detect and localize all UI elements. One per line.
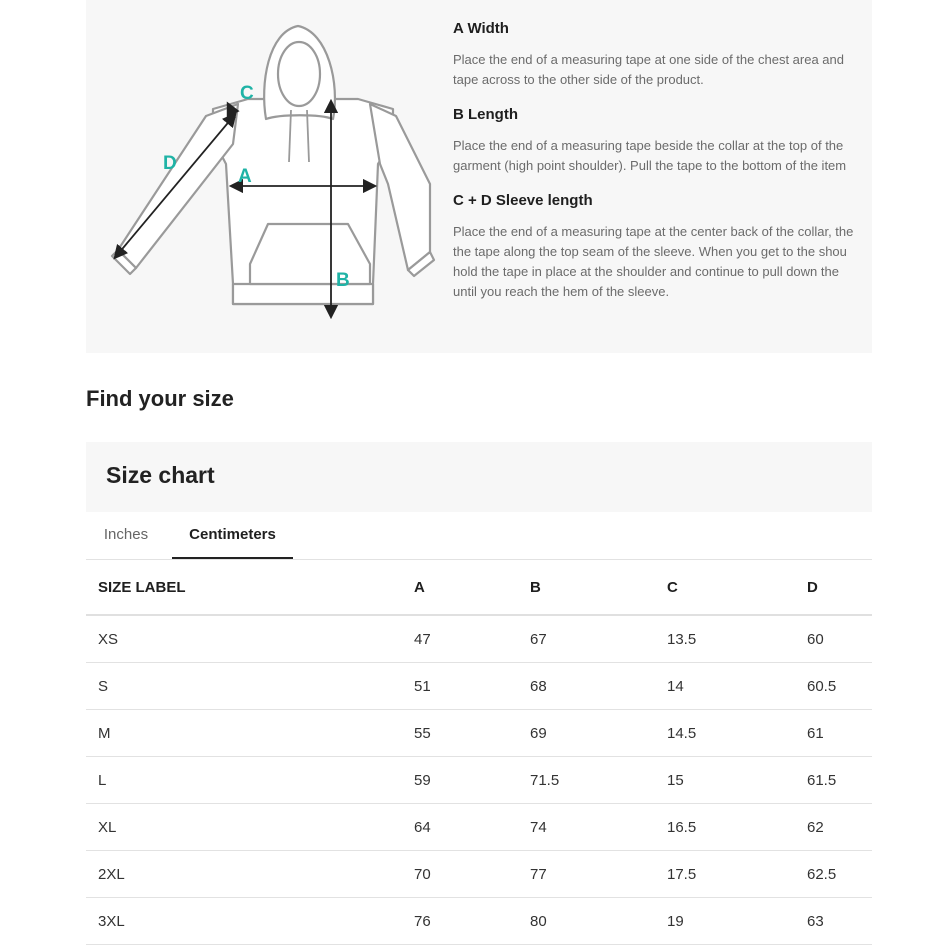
cell-a: 70 [402,851,518,898]
unit-tabs [86,512,872,560]
table-row [86,851,872,898]
cell-c: 16.5 [655,804,795,851]
cell-b: 69 [518,710,655,757]
cell-b: 71.5 [518,757,655,804]
cell-b: 80 [518,898,655,945]
length-text-line: garment (high point shoulder). Pull the tape to the bottom of the item [453,158,847,173]
cell-d: 60 [795,615,872,663]
length-title: B Length [453,106,518,123]
header-c: C [655,560,795,615]
table-row [86,898,872,945]
cell-b: 68 [518,663,655,710]
cell-b: 74 [518,804,655,851]
cell-a: 55 [402,710,518,757]
cell-a: 51 [402,663,518,710]
cell-d: 62 [795,804,872,851]
diagram-label-a: A [238,166,252,187]
cell-b: 77 [518,851,655,898]
cell-size: 2XL [86,851,402,898]
cell-d: 60.5 [795,663,872,710]
cell-c: 13.5 [655,615,795,663]
cell-d: 61.5 [795,757,872,804]
cell-a: 59 [402,757,518,804]
sleeve-text-line: hold the tape in place at the shoulder and continue to pull down the [453,264,839,279]
header-b: B [518,560,655,615]
cell-size: S [86,663,402,710]
cell-c: 14 [655,663,795,710]
cell-size: 3XL [86,898,402,945]
cell-size: XS [86,615,402,663]
size-chart-title: Size chart [106,462,215,488]
size-chart-header [86,442,872,512]
cell-size: L [86,757,402,804]
cell-c: 15 [655,757,795,804]
width-text-line: Place the end of a measuring tape at one side of the chest area and [453,52,844,67]
diagram-label-d: D [163,153,177,174]
hoodie-diagram [108,14,438,324]
header-size-label: SIZE LABEL [86,560,402,615]
cell-c: 14.5 [655,710,795,757]
table-row [86,663,872,710]
cell-size: M [86,710,402,757]
length-text-line: Place the end of a measuring tape beside the collar at the top of the [453,138,844,153]
cell-a: 76 [402,898,518,945]
cell-a: 64 [402,804,518,851]
cell-d: 63 [795,898,872,945]
measurement-guide [86,0,872,353]
tab-centimeters[interactable]: Centimeters [172,512,293,559]
width-text-line: tape across to the other side of the product. [453,72,704,87]
find-size-heading: Find your size [86,386,234,411]
sleeve-title: C + D Sleeve length [453,192,593,209]
cell-a: 47 [402,615,518,663]
table-row [86,710,872,757]
header-d: D [795,560,872,615]
tab-inches[interactable]: Inches [103,526,149,543]
table-row [86,804,872,851]
cell-b: 67 [518,615,655,663]
cell-d: 61 [795,710,872,757]
cell-c: 19 [655,898,795,945]
cell-size: XL [86,804,402,851]
table-row [86,757,872,804]
sleeve-text-line: Place the end of a measuring tape at the center back of the collar, the [453,224,854,239]
width-title: A Width [453,20,509,37]
table-header-row [86,560,872,615]
header-a: A [402,560,518,615]
sleeve-text-line: the tape along the top seam of the sleeve. When you get to the shou [453,244,847,259]
size-table [86,560,872,945]
table-row [86,615,872,663]
sleeve-text-line: until you reach the hem of the sleeve. [453,284,670,299]
diagram-label-c: C [240,83,254,104]
cell-c: 17.5 [655,851,795,898]
cell-d: 62.5 [795,851,872,898]
diagram-label-b: B [336,270,350,291]
